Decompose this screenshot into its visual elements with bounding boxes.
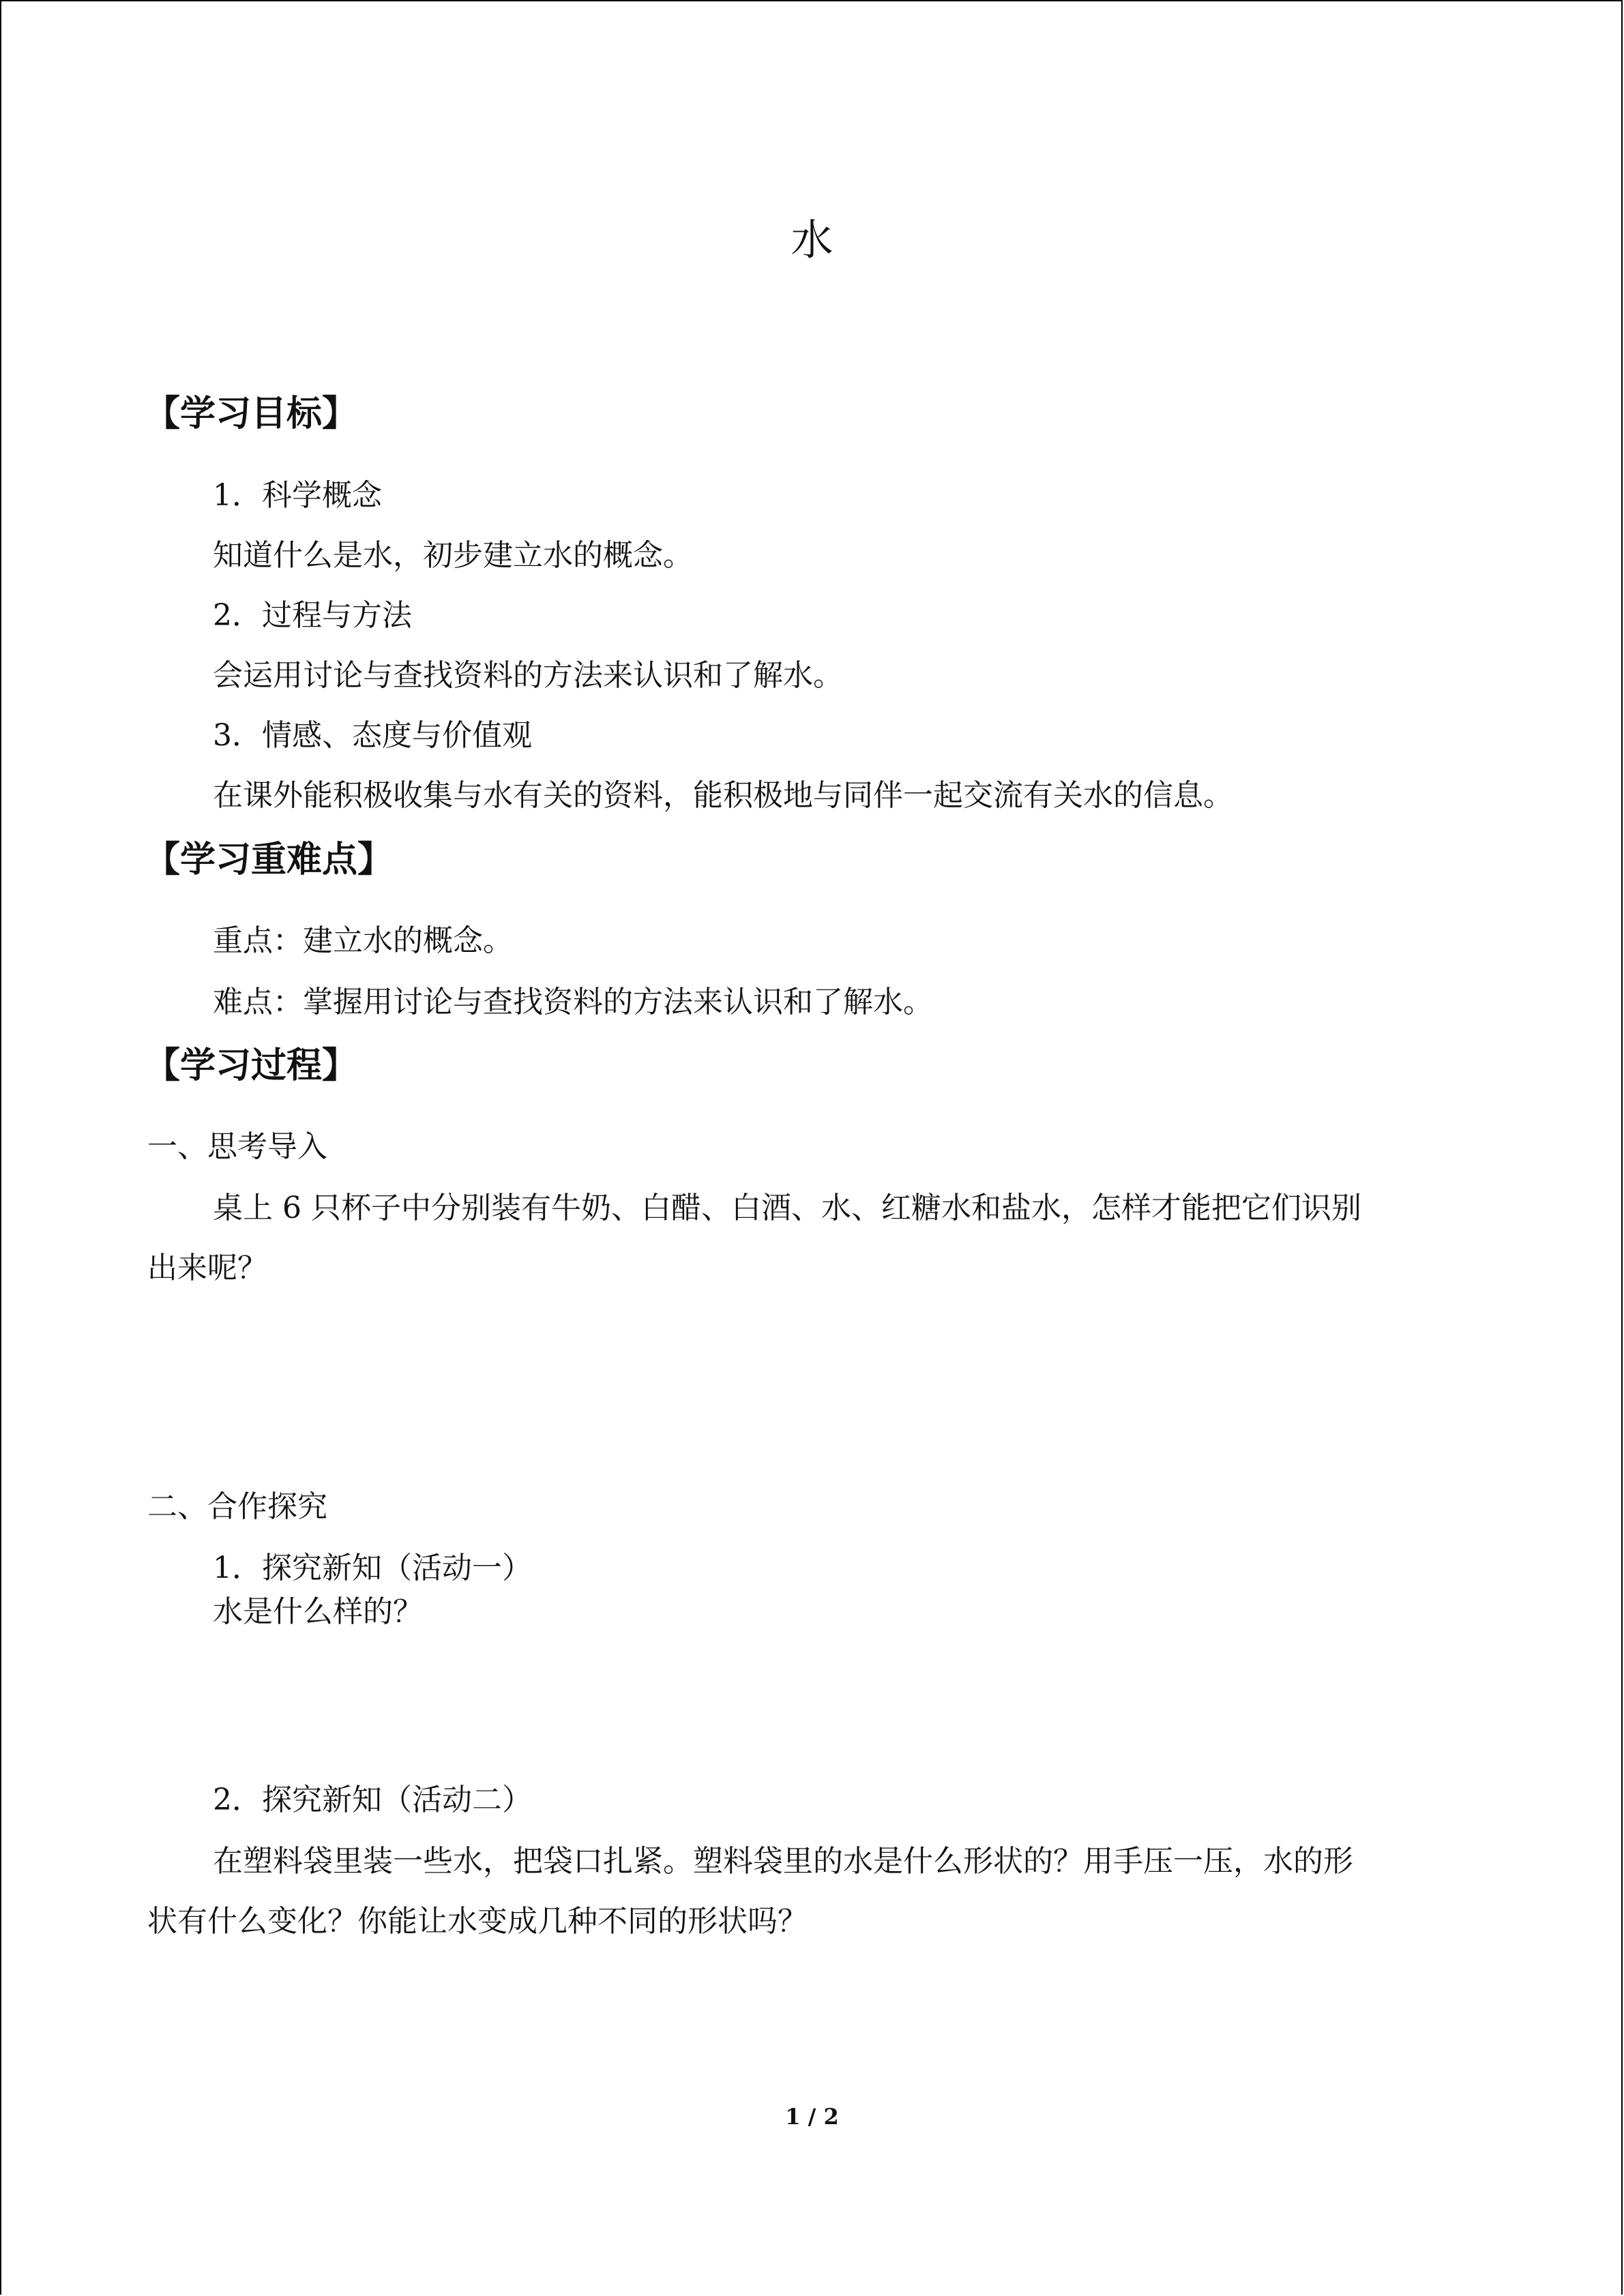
page-number: 1 / 2 [785,2104,839,2130]
process-part1-text: 出来呢？ [147,1251,267,1285]
process-part1-title: 一、思考导入 [147,1129,327,1164]
page-title: 水 [791,215,833,265]
activity2-text: 在塑料袋里装一些水，把袋口扎紧。塑料袋里的水是什么形状的？用手压一压，水的形 [213,1844,1353,1879]
goal-item: 知道什么是水，初步建立水的概念。 [213,538,693,573]
section-heading-key-points: 【学习重难点】 [145,839,394,880]
activity1-question: 水是什么样的？ [213,1594,423,1629]
process-part2-title: 二、合作探究 [147,1489,327,1524]
process-part1-text: 桌上 6 只杯子中分别装有牛奶、白醋、白酒、水、红糖水和盐水，怎样才能把它们识别 [213,1191,1361,1225]
activity1-title: 1．探究新知（活动一） [213,1551,532,1585]
goal-item: 3．情感、态度与价值观 [213,718,532,753]
goal-item: 2．过程与方法 [213,598,412,633]
goal-item: 会运用讨论与查找资料的方法来认识和了解水。 [213,658,843,693]
section-heading-process: 【学习过程】 [145,1045,358,1086]
key-point-item: 重点：建立水的概念。 [213,923,513,958]
activity2-text: 状有什么变化？你能让水变成几种不同的形状吗？ [147,1904,808,1939]
goal-item: 在课外能积极收集与水有关的资料，能积极地与同伴一起交流有关水的信息。 [213,778,1233,813]
section-heading-goals: 【学习目标】 [145,393,358,434]
key-point-item: 难点：掌握用讨论与查找资料的方法来认识和了解水。 [213,985,933,1019]
activity2-title: 2．探究新知（活动二） [213,1783,532,1817]
goal-item: 1．科学概念 [213,478,382,513]
